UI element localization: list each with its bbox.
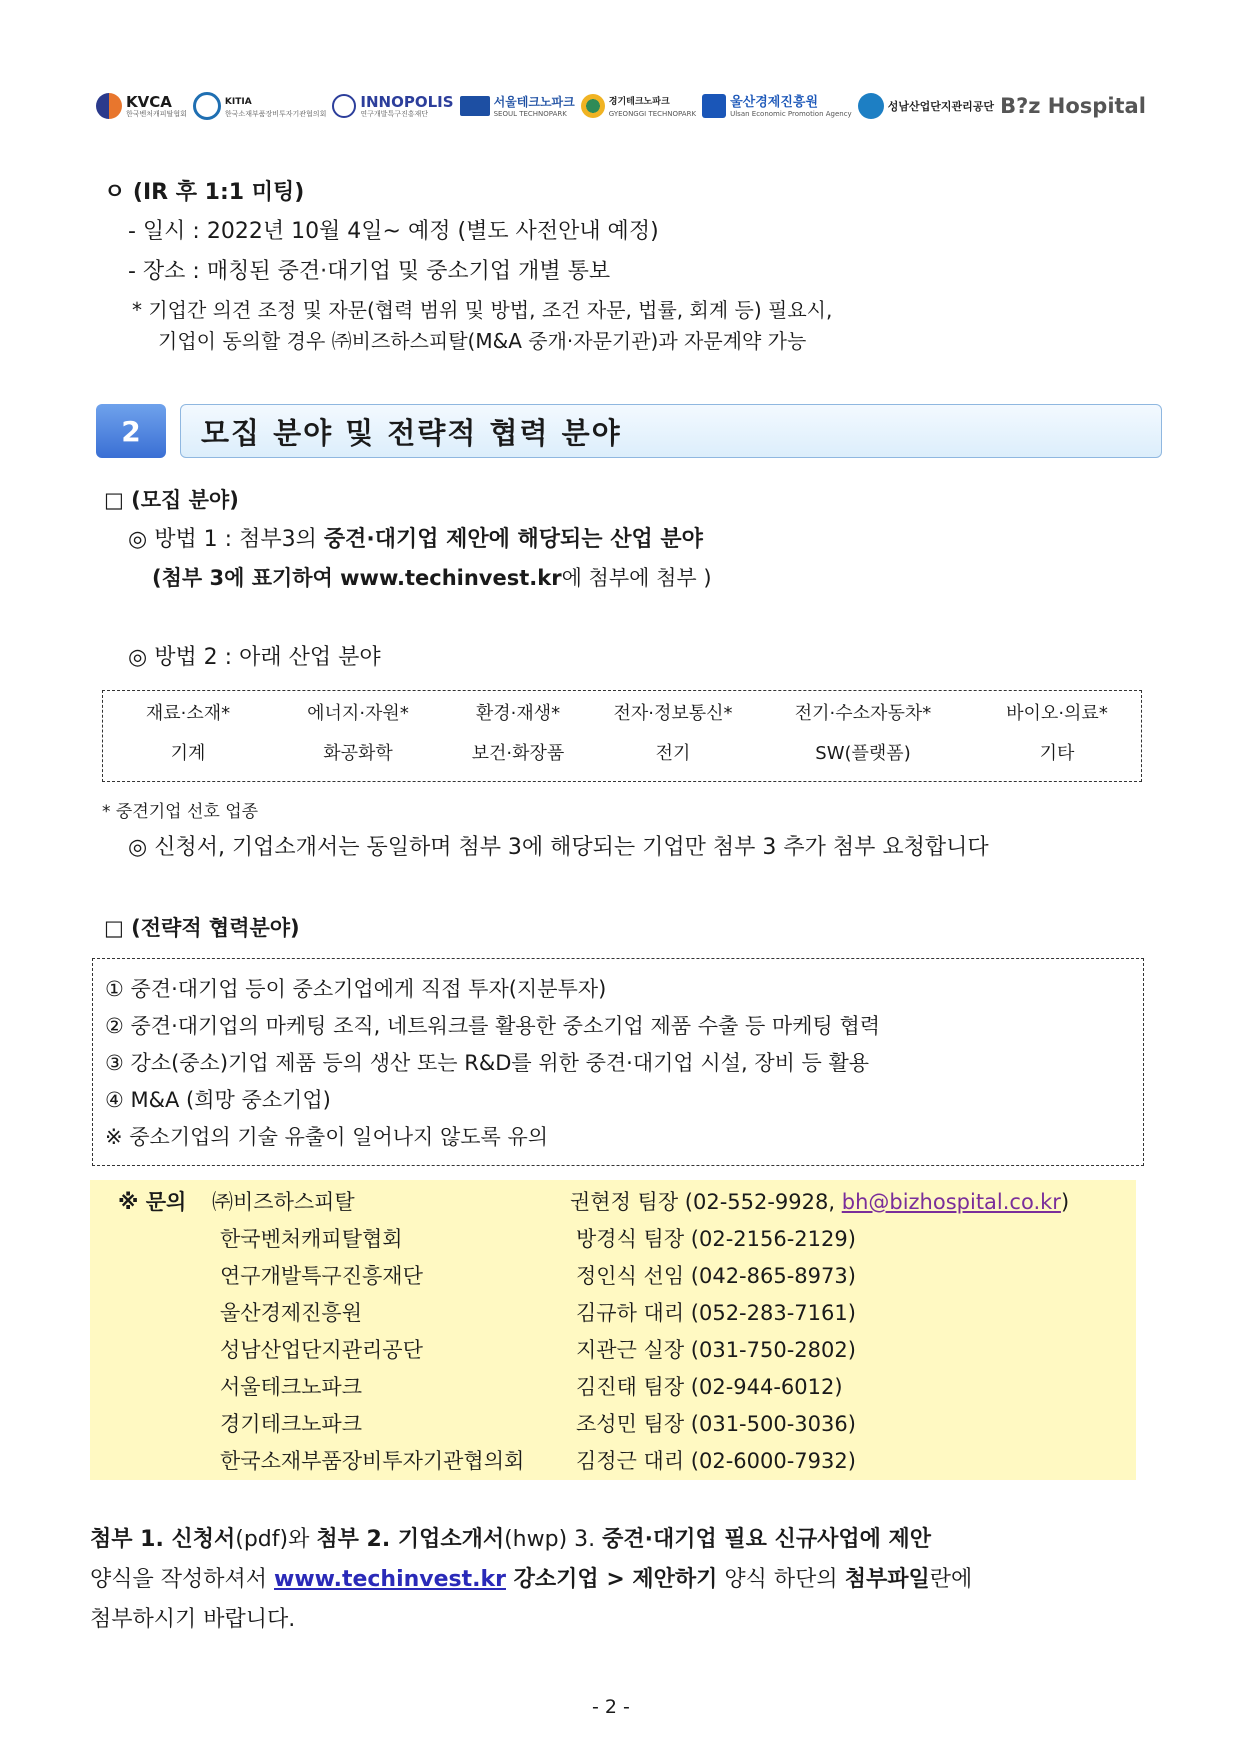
strategic-item: ② 중견·대기업의 마케팅 조직, 네트워크를 활용한 중소기업 제품 수출 등 마케팅 협력 [105, 1014, 881, 1038]
contact-email-link[interactable]: bh@bizhospital.co.kr [841, 1190, 1061, 1214]
bizhospital-logo [1000, 93, 1146, 118]
section-title-box [180, 404, 1162, 458]
attach-3-label: 중견·대기업 필요 신규사업에 제안 [602, 1527, 932, 1552]
attach-line-3: 첨부하시기 바랍니다. [90, 1607, 296, 1632]
meeting-note-2: 기업이 동의할 경우 ㈜비즈하스피탈(M&A 중개·자문기관)과 자문계약 가능 [158, 329, 807, 353]
method-1-prefix: ◎ 방법 1 : 첨부3의 [128, 527, 324, 552]
contact-row [90, 1445, 1136, 1482]
attach-text: (pdf)와 [235, 1527, 317, 1552]
contact-row [90, 1260, 1136, 1297]
contact-person: 조성민 팀장 (031-500-3036) [576, 1412, 856, 1436]
attach-text: (hwp) 3. [504, 1527, 603, 1552]
attach-1-label: 첨부 1. 신청서 [90, 1527, 236, 1552]
attach-nav-path: 강소기업 > 제안하기 [506, 1567, 718, 1592]
industry-cell: 보건·화장품 [471, 743, 565, 764]
contact-row [90, 1371, 1136, 1408]
innopolis-logo [332, 94, 453, 118]
meeting-note-1: * 기업간 의견 조정 및 자문(협력 범위 및 방법, 조건 자문, 법률, 회계 등) 필요시, [132, 298, 833, 322]
partner-logos [96, 86, 1146, 126]
kvca-logo-mark [96, 93, 122, 119]
strategic-item: ※ 중소기업의 기술 유출이 일어나지 않도록 유의 [105, 1125, 549, 1149]
method-2: ◎ 방법 2 : 아래 산업 분야 [128, 645, 381, 670]
industry-cell: 기타 [1039, 743, 1075, 764]
contact-org: 한국벤처캐피탈협회 [220, 1227, 403, 1251]
techinvest-link[interactable]: www.techinvest.kr [274, 1567, 506, 1592]
contact-person: 김규하 대리 (052-283-7161) [576, 1301, 856, 1325]
section-header [96, 404, 1160, 458]
contact-org: 연구개발특구진흥재단 [220, 1264, 423, 1288]
innopolis-logo-mark [332, 94, 356, 118]
innopolis-logo-name: INNOPOLIS [360, 92, 454, 111]
method-1-line-2 [152, 562, 712, 592]
industry-cell: 환경·재생* [475, 703, 561, 724]
industry-row-1 [103, 699, 1141, 729]
industry-cell: 재료·소재* [145, 703, 231, 724]
innopolis-logo-sub: 연구개발특구진흥재단 [360, 109, 429, 118]
strategic-box [92, 958, 1144, 1166]
strategic-item: ③ 강소(중소)기업 제품 등의 생산 또는 R&D를 위한 중견·대기업 시설, 장비 등 활용 [105, 1051, 870, 1075]
contact-org: ㈜비즈하스피탈 [212, 1190, 355, 1214]
industry-cell: 바이오·의료* [1006, 703, 1108, 724]
contact-label: ※ 문의 [118, 1190, 187, 1214]
attach-line-1 [90, 1522, 931, 1553]
ulsan-logo-mark [702, 94, 726, 118]
meeting-place: - 장소 : 매칭된 중견·대기업 및 중소기업 개별 통보 [128, 259, 611, 284]
attach-2-label: 첨부 2. 기업소개서 [316, 1527, 505, 1552]
kitia-logo-sub: 한국소재부품장비투자기관협의회 [224, 109, 327, 118]
gyeonggi-technopark-logo-mark [581, 94, 605, 118]
strategic-item: ④ M&A (희망 중소기업) [105, 1088, 331, 1112]
contact-person: 김정근 대리 (02-6000-7932) [576, 1449, 856, 1473]
ulsan-logo [702, 94, 852, 118]
seoul-technopark-logo-sub: SEOUL TECHNOPARK [493, 109, 567, 118]
gyeonggi-technopark-logo-name: 경기테크노파크 [608, 96, 670, 107]
contact-org: 울산경제진흥원 [220, 1301, 363, 1325]
meeting-heading: ㅇ (IR 후 1:1 미팅) [104, 180, 305, 205]
contact-org: 성남산업단지관리공단 [220, 1338, 423, 1362]
attach-file-label: 첨부파일 [844, 1567, 930, 1592]
contact-org: 서울테크노파크 [220, 1375, 363, 1399]
recruit-heading: □ (모집 분야) [104, 488, 239, 512]
kvca-logo-name: KVCA [126, 92, 172, 111]
kvca-logo [96, 93, 187, 119]
industry-cell: 기계 [170, 743, 206, 764]
industry-cell: 화공화학 [323, 743, 393, 764]
contact-person: 정인식 선임 (042-865-8973) [576, 1264, 856, 1288]
seoul-technopark-logo [460, 95, 575, 118]
contact-person [570, 1186, 1069, 1216]
seoul-technopark-logo-mark [460, 96, 490, 116]
attach-text: 양식을 작성하셔서 [90, 1567, 275, 1592]
page-number: - 2 - [592, 1696, 630, 1718]
strategic-item: ① 중견·대기업 등이 중소기업에게 직접 투자(지분투자) [105, 977, 607, 1001]
contact-row [90, 1297, 1136, 1334]
seongnam-logo [858, 93, 994, 119]
contact-org: 경기테크노파크 [220, 1412, 363, 1436]
contact-box [90, 1180, 1136, 1480]
kitia-logo-name: KITIA [224, 96, 252, 107]
section-number: 2 [96, 404, 166, 458]
gyeonggi-technopark-logo [581, 94, 696, 118]
industry-cell: 전자·정보통신* [613, 703, 733, 724]
method-1-line-2-bold: (첨부 3에 표기하여 www.techinvest.kr [152, 566, 562, 590]
ulsan-logo-name: 울산경제진흥원 [730, 94, 819, 110]
attach-text: 양식 하단의 [717, 1567, 845, 1592]
industry-cell: 에너지·자원* [307, 703, 409, 724]
contact-person: 지관근 실장 (031-750-2802) [576, 1338, 856, 1362]
seongnam-logo-mark [858, 93, 884, 119]
contact-row [90, 1334, 1136, 1371]
contact-row [90, 1186, 1136, 1223]
contact-row [90, 1408, 1136, 1445]
meeting-date: - 일시 : 2022년 10월 4일~ 예정 (별도 사전안내 예정) [128, 219, 659, 244]
kvca-logo-sub: 한국벤처캐피탈협회 [126, 109, 187, 118]
contact-person: 방경식 팀장 (02-2156-2129) [576, 1227, 856, 1251]
industry-footnote: * 중견기업 선호 업종 [102, 802, 259, 822]
ulsan-logo-sub: Ulsan Economic Promotion Agency [730, 109, 852, 118]
attach-line-2 [90, 1562, 972, 1593]
seoul-technopark-logo-name: 서울테크노파크 [493, 94, 575, 109]
recruit-note: ◎ 신청서, 기업소개서는 동일하며 첨부 3에 해당되는 기업만 첨부 3 추가 첨부 요청합니다 [128, 835, 989, 860]
industry-cell: 전기·수소자동차* [794, 703, 932, 724]
industry-cell: 전기 [655, 743, 691, 764]
kitia-logo [193, 92, 326, 120]
kitia-logo-mark [193, 92, 221, 120]
industry-cell: SW(플랫폼) [815, 743, 911, 764]
contact-person: 김진태 팀장 (02-944-6012) [576, 1375, 843, 1399]
contact-person-text: 권현정 팀장 (02-552-9928, [570, 1190, 842, 1214]
method-1-line-2-rest: 에 첨부에 첨부 ) [561, 566, 712, 590]
bizhospital-logo-name: B?z Hospital [1000, 93, 1146, 118]
gyeonggi-technopark-logo-sub: GYEONGGI TECHNOPARK [608, 109, 697, 118]
strategic-heading: □ (전략적 협력분야) [104, 916, 300, 940]
method-1-highlight: 중견·대기업 제안에 해당되는 산업 분야 [323, 527, 703, 552]
industry-row-2 [103, 739, 1141, 769]
seongnam-logo-name: 성남산업단지관리공단 [887, 99, 995, 113]
contact-close: ) [1060, 1190, 1070, 1214]
contact-org: 한국소재부품장비투자기관협의회 [220, 1449, 525, 1473]
industry-field-table [102, 690, 1142, 782]
attach-text: 란에 [929, 1567, 973, 1592]
method-1 [128, 522, 703, 553]
contact-row [90, 1223, 1136, 1260]
section-title: 모집 분야 및 전략적 협력 분야 [201, 415, 622, 450]
